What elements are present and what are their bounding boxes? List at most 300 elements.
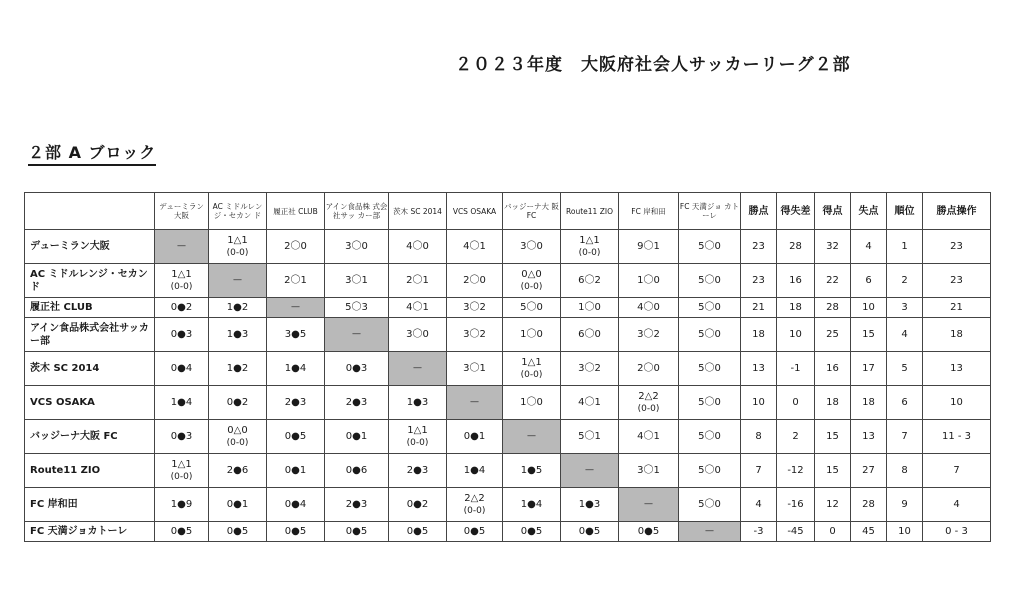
goals-for-cell: 15 — [815, 420, 851, 454]
match-score: 1〇0 — [520, 329, 543, 340]
match-score: 5〇0 — [698, 302, 721, 313]
match-score: 0●1 — [463, 431, 486, 442]
match-result-cell — [155, 264, 209, 298]
self-match-cell — [503, 420, 561, 454]
match-result-cell — [267, 318, 325, 352]
table-row — [25, 522, 991, 542]
match-score: 1△1 — [171, 458, 192, 470]
match-result-cell — [389, 230, 447, 264]
pk-score: (0-0) — [520, 281, 543, 292]
column-header-team: FC 天満ジョ カトーレ — [679, 193, 741, 230]
match-score: 5〇0 — [698, 465, 721, 476]
match-result-cell — [619, 318, 679, 352]
pk-score: (0-0) — [520, 369, 543, 380]
match-score: 2●3 — [345, 499, 368, 510]
team-name-cell: アイン食品株式会社サッカー部 — [25, 318, 155, 352]
match-result-cell — [267, 488, 325, 522]
match-result-cell — [619, 420, 679, 454]
goal-diff-cell: 0 — [777, 386, 815, 420]
match-result-cell — [679, 386, 741, 420]
match-result-cell — [447, 264, 503, 298]
team-name-cell: FC 岸和田 — [25, 488, 155, 522]
match-score: 0●3 — [170, 329, 193, 340]
goals-against-cell: 15 — [851, 318, 887, 352]
match-result-cell — [503, 264, 561, 298]
pk-score: (0-0) — [637, 403, 660, 414]
team-name-cell: 茨木 SC 2014 — [25, 352, 155, 386]
column-header-team: Route11 ZIO — [561, 193, 619, 230]
table-row — [25, 386, 991, 420]
points-cell: 23 — [741, 230, 777, 264]
match-score: — — [644, 499, 653, 509]
match-result-cell — [209, 454, 267, 488]
match-result-cell — [561, 264, 619, 298]
match-result-cell — [503, 488, 561, 522]
points-adjust-cell: 11 - 3 — [923, 420, 991, 454]
match-score: 6〇0 — [578, 329, 601, 340]
match-score: 0●2 — [406, 499, 429, 510]
points-adjust-cell: 0 - 3 — [923, 522, 991, 542]
match-score: 5〇0 — [698, 363, 721, 374]
goals-for-cell: 32 — [815, 230, 851, 264]
column-header-team: 履正社 CLUB — [267, 193, 325, 230]
match-score: 0●6 — [345, 465, 368, 476]
self-match-cell — [325, 318, 389, 352]
points-adjust-cell: 4 — [923, 488, 991, 522]
goals-for-cell: 16 — [815, 352, 851, 386]
match-score: 0△0 — [521, 268, 542, 280]
match-score: 3〇1 — [463, 363, 486, 374]
match-score: — — [352, 329, 361, 339]
match-result-cell — [619, 352, 679, 386]
match-score: — — [705, 526, 714, 536]
self-match-cell — [447, 386, 503, 420]
goal-diff-cell: -45 — [777, 522, 815, 542]
match-result-cell — [619, 386, 679, 420]
match-score: 4〇1 — [578, 397, 601, 408]
match-score: 0●3 — [345, 363, 368, 374]
match-score: 1●2 — [226, 363, 249, 374]
goals-for-cell: 28 — [815, 298, 851, 318]
match-score: 3〇2 — [637, 329, 660, 340]
match-result-cell — [267, 352, 325, 386]
match-result-cell — [155, 386, 209, 420]
match-score: 1〇0 — [637, 275, 660, 286]
match-score: 0●2 — [226, 397, 249, 408]
self-match-cell — [209, 264, 267, 298]
match-score: 2●3 — [406, 465, 429, 476]
points-cell: 8 — [741, 420, 777, 454]
column-header-team: アイン食品株 式会社サッ カー部 — [325, 193, 389, 230]
pk-score: (0-0) — [226, 247, 249, 258]
match-result-cell — [447, 298, 503, 318]
points-cell: -3 — [741, 522, 777, 542]
column-header-team: FC 岸和田 — [619, 193, 679, 230]
match-result-cell — [209, 318, 267, 352]
points-adjust-cell: 7 — [923, 454, 991, 488]
rank-cell: 2 — [887, 264, 923, 298]
match-result-cell — [155, 488, 209, 522]
match-score: 3〇2 — [578, 363, 601, 374]
match-result-cell — [209, 488, 267, 522]
match-score: 2△2 — [638, 390, 659, 402]
rank-cell: 3 — [887, 298, 923, 318]
column-header-team: AC ミドルレン ジ・セカン ド — [209, 193, 267, 230]
table-row — [25, 318, 991, 352]
match-result-cell — [325, 488, 389, 522]
match-result-cell — [267, 386, 325, 420]
points-cell: 7 — [741, 454, 777, 488]
match-score: 1△1 — [227, 234, 248, 246]
match-score: 1●3 — [226, 329, 249, 340]
rank-cell: 8 — [887, 454, 923, 488]
match-score: 0●5 — [463, 526, 486, 537]
match-result-cell — [325, 420, 389, 454]
match-result-cell — [561, 488, 619, 522]
goals-against-cell: 4 — [851, 230, 887, 264]
goals-against-cell: 13 — [851, 420, 887, 454]
match-score: 1●9 — [170, 499, 193, 510]
match-score: 3〇0 — [406, 329, 429, 340]
match-score: 5〇3 — [345, 302, 368, 313]
points-cell: 23 — [741, 264, 777, 298]
match-result-cell — [447, 318, 503, 352]
match-score: 2●6 — [226, 465, 249, 476]
match-result-cell — [561, 522, 619, 542]
block-subtitle: ２部 A ブロック — [28, 140, 156, 166]
rank-cell: 9 — [887, 488, 923, 522]
table-row — [25, 230, 991, 264]
match-score: 1〇0 — [520, 397, 543, 408]
self-match-cell — [267, 298, 325, 318]
points-cell: 13 — [741, 352, 777, 386]
match-score: 5〇0 — [698, 241, 721, 252]
match-score: 5〇0 — [698, 431, 721, 442]
table-row — [25, 264, 991, 298]
points-cell: 10 — [741, 386, 777, 420]
match-result-cell — [619, 454, 679, 488]
goal-diff-cell: 10 — [777, 318, 815, 352]
points-cell: 18 — [741, 318, 777, 352]
match-result-cell — [155, 420, 209, 454]
match-result-cell — [561, 386, 619, 420]
match-result-cell — [389, 264, 447, 298]
points-adjust-cell: 21 — [923, 298, 991, 318]
pk-score: (0-0) — [226, 437, 249, 448]
match-result-cell — [267, 522, 325, 542]
match-result-cell — [561, 420, 619, 454]
match-score: 5〇0 — [698, 329, 721, 340]
column-header-points: 勝点 — [741, 193, 777, 230]
match-score: 3〇2 — [463, 302, 486, 313]
match-score: 2●3 — [284, 397, 307, 408]
goals-against-cell: 10 — [851, 298, 887, 318]
team-name-cell: バッジーナ大阪 FC — [25, 420, 155, 454]
goal-diff-cell: 2 — [777, 420, 815, 454]
team-name-cell: AC ミドルレンジ・セカンド — [25, 264, 155, 298]
match-score: 0△0 — [227, 424, 248, 436]
goals-for-cell: 18 — [815, 386, 851, 420]
match-score: 1●4 — [284, 363, 307, 374]
match-result-cell — [325, 230, 389, 264]
match-score: 1△1 — [171, 268, 192, 280]
goals-against-cell: 45 — [851, 522, 887, 542]
match-result-cell — [619, 264, 679, 298]
match-result-cell — [209, 420, 267, 454]
match-score: 0●5 — [226, 526, 249, 537]
self-match-cell — [155, 230, 209, 264]
match-result-cell — [389, 454, 447, 488]
points-cell: 21 — [741, 298, 777, 318]
match-score: — — [470, 397, 479, 407]
match-result-cell — [679, 488, 741, 522]
match-score: 9〇1 — [637, 241, 660, 252]
match-score: — — [291, 302, 300, 312]
match-result-cell — [503, 386, 561, 420]
match-result-cell — [209, 522, 267, 542]
rank-cell: 5 — [887, 352, 923, 386]
match-score: 2●3 — [345, 397, 368, 408]
match-score: 1●4 — [170, 397, 193, 408]
match-score: 2〇0 — [463, 275, 486, 286]
match-score: 5〇1 — [578, 431, 601, 442]
column-header-team: バッジーナ大 阪 FC — [503, 193, 561, 230]
match-score: 1△1 — [579, 234, 600, 246]
match-result-cell — [325, 522, 389, 542]
points-adjust-cell: 18 — [923, 318, 991, 352]
match-result-cell — [209, 386, 267, 420]
match-result-cell — [679, 318, 741, 352]
self-match-cell — [619, 488, 679, 522]
match-result-cell — [325, 352, 389, 386]
match-score: 0●5 — [406, 526, 429, 537]
standings-table — [24, 192, 991, 542]
match-score: 2〇0 — [637, 363, 660, 374]
match-result-cell — [503, 298, 561, 318]
points-adjust-cell: 13 — [923, 352, 991, 386]
match-result-cell — [325, 298, 389, 318]
match-result-cell — [389, 298, 447, 318]
match-result-cell — [389, 386, 447, 420]
match-score: 3〇0 — [520, 241, 543, 252]
match-score: 5〇0 — [698, 397, 721, 408]
self-match-cell — [679, 522, 741, 542]
match-result-cell — [679, 264, 741, 298]
match-result-cell — [503, 318, 561, 352]
match-result-cell — [155, 352, 209, 386]
match-result-cell — [447, 488, 503, 522]
match-score: 2〇1 — [406, 275, 429, 286]
match-result-cell — [267, 454, 325, 488]
rank-cell: 4 — [887, 318, 923, 352]
goal-diff-cell: 28 — [777, 230, 815, 264]
pk-score: (0-0) — [463, 505, 486, 516]
match-score: 4〇1 — [406, 302, 429, 313]
goals-against-cell: 18 — [851, 386, 887, 420]
match-score: — — [413, 363, 422, 373]
goal-diff-cell: 16 — [777, 264, 815, 298]
match-score: 4〇0 — [637, 302, 660, 313]
match-result-cell — [155, 454, 209, 488]
column-header-team: 茨木 SC 2014 — [389, 193, 447, 230]
self-match-cell — [561, 454, 619, 488]
goal-diff-cell: 18 — [777, 298, 815, 318]
match-score: 3〇1 — [345, 275, 368, 286]
match-result-cell — [267, 264, 325, 298]
team-name-cell: VCS OSAKA — [25, 386, 155, 420]
match-result-cell — [447, 454, 503, 488]
match-result-cell — [679, 420, 741, 454]
goals-against-cell: 28 — [851, 488, 887, 522]
rank-cell: 7 — [887, 420, 923, 454]
goals-for-cell: 25 — [815, 318, 851, 352]
goals-against-cell: 17 — [851, 352, 887, 386]
match-score: 2〇1 — [284, 275, 307, 286]
column-header-team: デューミラン 大阪 — [155, 193, 209, 230]
match-result-cell — [503, 522, 561, 542]
match-result-cell — [679, 454, 741, 488]
match-score: 6〇2 — [578, 275, 601, 286]
match-result-cell — [561, 230, 619, 264]
match-result-cell — [447, 352, 503, 386]
match-score: 0●1 — [345, 431, 368, 442]
match-result-cell — [503, 454, 561, 488]
team-name-cell: Route11 ZIO — [25, 454, 155, 488]
table-row — [25, 488, 991, 522]
rank-cell: 6 — [887, 386, 923, 420]
match-score: 0●5 — [637, 526, 660, 537]
column-header-team: VCS OSAKA — [447, 193, 503, 230]
points-cell: 4 — [741, 488, 777, 522]
goals-for-cell: 22 — [815, 264, 851, 298]
match-result-cell — [447, 420, 503, 454]
goals-against-cell: 27 — [851, 454, 887, 488]
match-result-cell — [209, 352, 267, 386]
match-score: 0●4 — [284, 499, 307, 510]
match-score: 1〇0 — [578, 302, 601, 313]
match-score: 5〇0 — [698, 499, 721, 510]
goals-for-cell: 0 — [815, 522, 851, 542]
match-result-cell — [447, 230, 503, 264]
match-score: 1●5 — [520, 465, 543, 476]
match-result-cell — [561, 298, 619, 318]
self-match-cell — [389, 352, 447, 386]
match-result-cell — [619, 298, 679, 318]
match-score: 1●4 — [520, 499, 543, 510]
match-score: 4〇0 — [406, 241, 429, 252]
rank-cell: 10 — [887, 522, 923, 542]
match-result-cell — [209, 298, 267, 318]
team-name-cell: 履正社 CLUB — [25, 298, 155, 318]
match-score: 2〇0 — [284, 241, 307, 252]
match-score: 1●2 — [226, 302, 249, 313]
match-score: 0●5 — [345, 526, 368, 537]
team-name-cell: デューミラン大阪 — [25, 230, 155, 264]
match-result-cell — [267, 230, 325, 264]
match-result-cell — [389, 522, 447, 542]
match-result-cell — [325, 386, 389, 420]
match-score: — — [233, 275, 242, 285]
match-score: — — [527, 431, 536, 441]
match-result-cell — [155, 298, 209, 318]
pk-score: (0-0) — [406, 437, 429, 448]
pk-score: (0-0) — [170, 281, 193, 292]
match-result-cell — [325, 454, 389, 488]
match-score: 1△1 — [521, 356, 542, 368]
column-header-rank: 順位 — [887, 193, 923, 230]
match-result-cell — [325, 264, 389, 298]
corner-cell — [25, 193, 155, 230]
match-result-cell — [209, 230, 267, 264]
match-score: 5〇0 — [698, 275, 721, 286]
pk-score: (0-0) — [170, 471, 193, 482]
match-score: 0●1 — [226, 499, 249, 510]
match-score: 0●5 — [284, 431, 307, 442]
match-score: 3〇2 — [463, 329, 486, 340]
column-header-goal-diff: 得失差 — [777, 193, 815, 230]
match-score: 0●4 — [170, 363, 193, 374]
match-score: 3●5 — [284, 329, 307, 340]
table-row — [25, 352, 991, 386]
match-score: — — [177, 241, 186, 251]
match-score: 0●5 — [170, 526, 193, 537]
column-header-goals-for: 得点 — [815, 193, 851, 230]
points-adjust-cell: 23 — [923, 264, 991, 298]
match-score: 0●2 — [170, 302, 193, 313]
match-result-cell — [267, 420, 325, 454]
match-result-cell — [619, 230, 679, 264]
match-result-cell — [561, 352, 619, 386]
table-row — [25, 454, 991, 488]
match-score: 3〇0 — [345, 241, 368, 252]
match-result-cell — [389, 420, 447, 454]
points-adjust-cell: 10 — [923, 386, 991, 420]
goals-for-cell: 15 — [815, 454, 851, 488]
table-row — [25, 298, 991, 318]
match-score: 5〇0 — [520, 302, 543, 313]
match-result-cell — [619, 522, 679, 542]
match-score: 3〇1 — [637, 465, 660, 476]
column-header-points-adjust: 勝点操作 — [923, 193, 991, 230]
match-result-cell — [155, 318, 209, 352]
match-result-cell — [561, 318, 619, 352]
rank-cell: 1 — [887, 230, 923, 264]
match-result-cell — [389, 488, 447, 522]
match-result-cell — [155, 522, 209, 542]
match-score: 0●5 — [520, 526, 543, 537]
goal-diff-cell: -16 — [777, 488, 815, 522]
goals-for-cell: 12 — [815, 488, 851, 522]
match-score: 2△2 — [464, 492, 485, 504]
match-score: 1●3 — [406, 397, 429, 408]
match-score: 1△1 — [407, 424, 428, 436]
table-row — [25, 420, 991, 454]
pk-score: (0-0) — [578, 247, 601, 258]
match-result-cell — [679, 298, 741, 318]
page-title: ２０２３年度 大阪府社会人サッカーリーグ２部 — [455, 55, 851, 75]
match-score: 0●1 — [284, 465, 307, 476]
header-row — [25, 193, 991, 230]
goal-diff-cell: -12 — [777, 454, 815, 488]
match-score: 1●4 — [463, 465, 486, 476]
column-header-goals-against: 失点 — [851, 193, 887, 230]
match-score: 4〇1 — [637, 431, 660, 442]
match-result-cell — [503, 230, 561, 264]
match-score: 1●3 — [578, 499, 601, 510]
match-result-cell — [503, 352, 561, 386]
goals-against-cell: 6 — [851, 264, 887, 298]
match-score: 0●5 — [578, 526, 601, 537]
